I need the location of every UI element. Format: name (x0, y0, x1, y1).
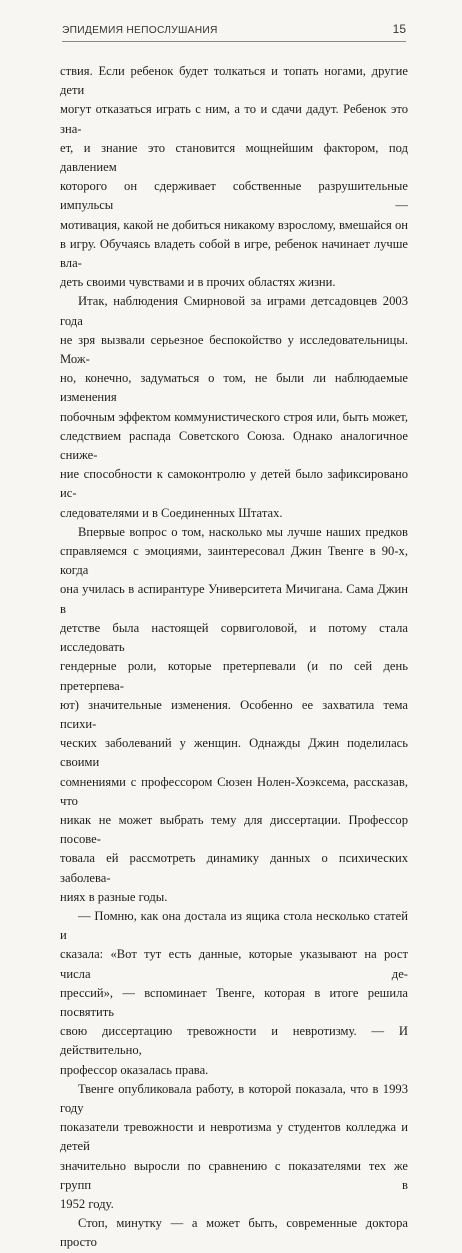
text-line: следствием распада Советского Союза. Однако аналогичное сниже- (60, 428, 408, 463)
text-line: ние способности к самоконтролю у детей было зафиксировано ис- (60, 467, 408, 501)
text-line: ет, и знание это становится мощнейшим фактором, под давлением (60, 140, 408, 175)
text-line: мотивация, какой не добиться никакому взрослому, вмешайся он (60, 217, 408, 232)
text-line: товала ей рассмотреть динамику данных о психических заболева- (60, 851, 408, 885)
text-line: побочным эффектом коммунистического строя или, быть может, (60, 409, 408, 424)
running-header (62, 22, 406, 36)
header-rule (62, 41, 406, 42)
text-line: прессий», — вспоминает Твенге, которая в итоге решила посвятить (60, 985, 408, 1019)
text-line: Впервые вопрос о том, насколько мы лучше наших предков (78, 524, 408, 539)
text-line: свою диссертацию тревожности и невротизму. — И действительно, (60, 1024, 408, 1058)
text-line: в игру. Обучаясь владеть собой в игре, ребенок начинает лучше вла- (60, 236, 408, 271)
text-line: ниях в разные годы. (60, 889, 168, 904)
text-line: Итак, наблюдения Смирновой за играми детсадовцев 2003 года (60, 294, 408, 328)
text-line: значительно выросли по сравнению с показателями тех же групп в (60, 1158, 408, 1192)
text-line: ют) значительные изменения. Особенно ее захватила тема психи- (60, 697, 408, 731)
text-line: показатели тревожности и невротизма у студентов колледжа и детей (60, 1120, 408, 1154)
text-line: детстве была настоящей сорвиголовой, и потому стала исследовать (60, 620, 408, 655)
page-number: 15 (392, 22, 406, 36)
text-line: она училась в аспирантуре Университета Мичигана. Сама Джин в (60, 582, 408, 616)
text-line: но, конечно, задуматься о том, не были ли наблюдаемые изменения (60, 371, 408, 405)
text-line: могут отказаться играть с ним, а то и сдачи дадут. Ребенок это зна- (60, 102, 408, 136)
text-line: деть своими чувствами и в прочих областях жизни. (60, 275, 336, 290)
text-line: следователями и в Соединенных Штатах. (60, 505, 283, 520)
text-line: сказала: «Вот тут есть данные, которые указывают на рост числа де- (60, 947, 408, 981)
text-line: сомнениями с профессором Сюзен Нолен-Хоэксема, рассказав, что (60, 774, 408, 808)
text-line: Твенге опубликовала работу, в которой показала, что в 1993 году (60, 1081, 408, 1115)
text-line: 1952 году. (60, 1196, 114, 1211)
text-line: никак не может выбрать тему для диссертации. Профессор посове- (60, 812, 408, 847)
text-line: справляемся с эмоциями, заинтересовал Джин Твенге в 90-х, когда (60, 544, 408, 578)
text-line: профессор оказалась права. (60, 1062, 209, 1077)
running-title: ЭПИДЕМИЯ НЕПОСЛУШАНИЯ (62, 25, 218, 36)
text-line: не зря вызвали серьезное беспокойство у исследовательницы. Мож- (60, 332, 408, 367)
text-line: Стоп, минутку — а может быть, современные доктора просто (60, 1216, 408, 1250)
body-text (60, 62, 408, 1253)
text-line: — Помню, как она достала из ящика стола несколько статей и (60, 908, 408, 943)
text-line: ческих заболеваний у женщин. Однажды Джин поделилась своими (60, 736, 408, 770)
text-line: гендерные роли, которые претерпевали (и по сей день претерпева- (60, 659, 408, 693)
text-line: которого он сдерживает собственные разрушительные импульсы — (60, 179, 408, 213)
text-line: ствия. Если ребенок будет толкаться и топать ногами, другие дети (60, 64, 408, 98)
